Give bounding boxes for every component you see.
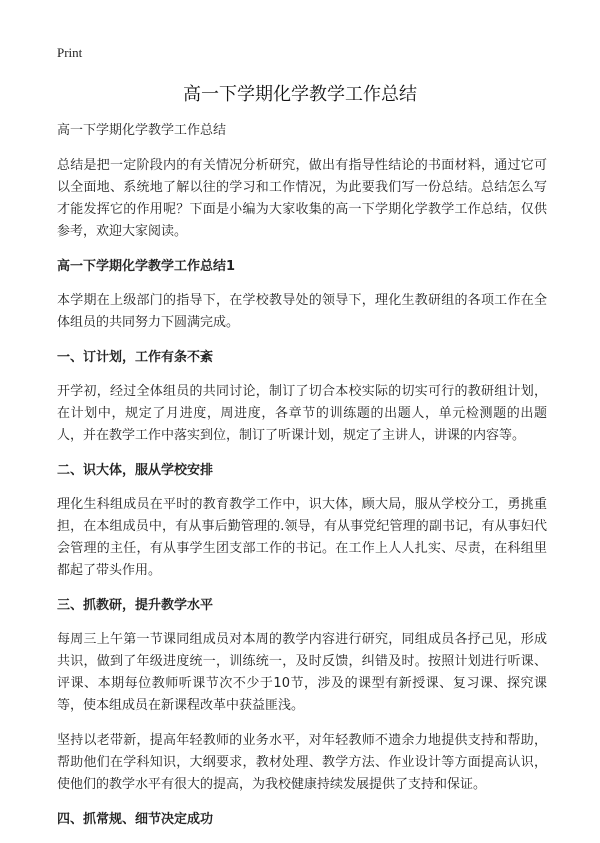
- section-4-heading: 四、抓常规、细节决定成功: [57, 812, 214, 827]
- section-1-paragraph-1: 开学初，经过全体组员的共同讨论，制订了切合本校实际的切实可行的教研组计划，在计划中，规定了月进度，周进度，各章节的训练题的出题人，单元检测题的出题人，并在教学工作中落实到位，制订了听课计划，规定了主讲人，讲课的内容等。: [57, 384, 547, 443]
- section-3-paragraph-1: 每周三上午第一节课同组成员对本周的教学内容进行研究，同组成员各抒己见，形成共识，做到了年级进度统一，训练统一，及时反馈，纠错及时。按照计划进行听课、评课、本期每位教师听课节次不少于10节，涉及的课型有新授课、复习课、探究课等，使本组成员在新课程改革中获益匪浅。: [57, 632, 547, 713]
- section-3-paragraph-2: 坚持以老带新，提高年轻教师的业务水平，对年轻教师不遗余力地提供支持和帮助，帮助他们在学科知识，大纲要求，教材处理、教学方法、作业设计等方面提高认识，使他们的教学水平有很大的提高，为我校健康持续发展提供了支持和保证。: [57, 733, 547, 792]
- opening-paragraph: 本学期在上级部门的指导下，在学校教导处的领导下，理化生教研组的各项工作在全体组员的共同努力下圆满完成。: [57, 293, 547, 330]
- document-subtitle: 高一下学期化学教学工作总结: [57, 123, 227, 138]
- section-1-heading: 一、订计划，工作有条不紊: [57, 350, 214, 365]
- intro-paragraph: 总结是把一定阶段内的有关情况分析研究，做出有指导性结论的书面材料，通过它可以全面地、系统地了解以往的学习和工作情况，为此要我们写一份总结。总结怎么写才能发挥它的作用呢？下面是小编为大家收集的高一下学期化学教学工作总结，仅供参考，欢迎大家阅读。: [57, 158, 547, 239]
- section-2-heading: 二、识大体，服从学校安排: [57, 463, 214, 478]
- document-body: [57, 120, 547, 843]
- section-heading: 高一下学期化学教学工作总结1: [57, 259, 236, 274]
- section-3-heading: 三、抓教研，提升教学水平: [57, 598, 214, 613]
- section-2-paragraph-1: 理化生科组成员在平时的教育教学工作中，识大体，顾大局，服从学校分工，勇挑重担，在本组成员中，有从事后勤管理的.领导，有从事党纪管理的副书记，有从事妇代会管理的主任，有从事学生团支部工作的书记。在工作上人人扎实、尽责，在科组里都起了带头作用。: [57, 497, 547, 578]
- page-title: 高一下学期化学教学工作总结: [183, 84, 417, 105]
- print-link[interactable]: Print: [57, 45, 83, 60]
